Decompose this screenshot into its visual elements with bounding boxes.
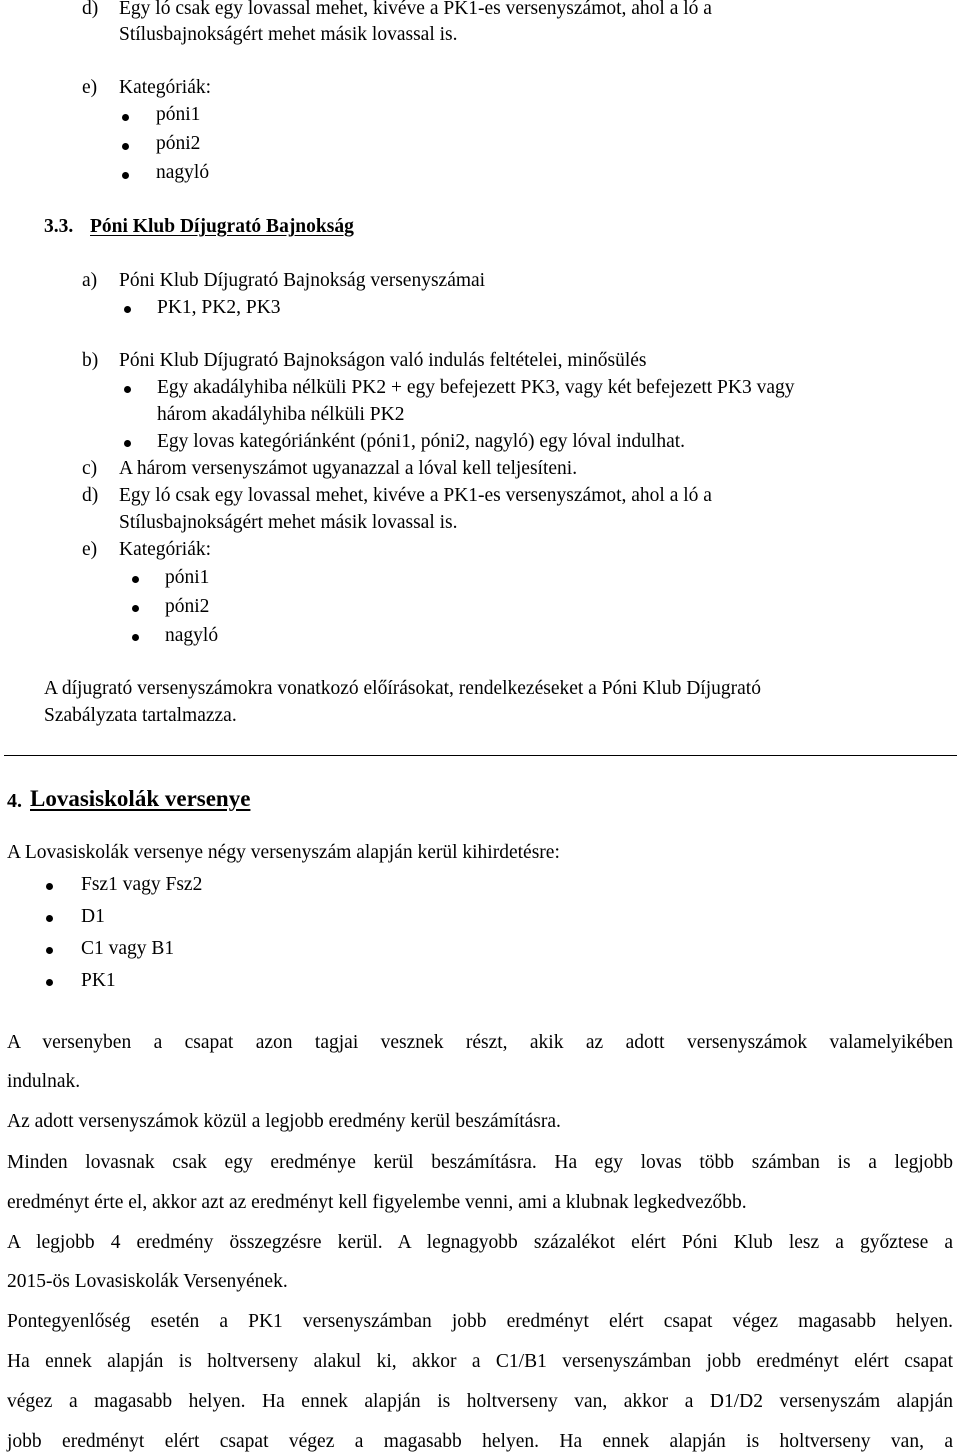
list-letter: d) <box>82 0 99 19</box>
paragraph-line: végez a magasabb helyen. Ha ennek alapján is holtverseny van, akkor a D1/D2 versenyszám alapján <box>7 1391 953 1412</box>
section-title: Póni Klub Díjugrató Bajnokság <box>90 216 354 237</box>
paragraph-line: Ha ennek alapján is holtverseny alakul ki, akkor a C1/B1 versenyszámban jobb eredményt elért csapat <box>7 1351 953 1372</box>
bullet-icon <box>46 979 53 986</box>
list-letter: d) <box>82 485 99 506</box>
list-letter: c) <box>82 458 98 479</box>
item-b-text: Póni Klub Díjugrató Bajnokságon való indulás feltételei, minősülés <box>119 350 647 371</box>
item-a-text: Póni Klub Díjugrató Bajnokság versenyszámai <box>119 270 486 291</box>
paragraph-line: A legjobb 4 eredmény összegzésre kerül. A legnagyobb százalékot elért Póni Klub lesz a győztese a <box>7 1232 953 1253</box>
bullet-icon <box>122 172 129 179</box>
item-d-line2: Stílusbajnokságért mehet másik lovassal is. <box>119 512 458 533</box>
bullet-icon <box>46 915 53 922</box>
list-item: Egy lovas kategóriánként (póni1, póni2, nagyló) egy lóval indulhat. <box>157 431 686 452</box>
paragraph: Az adott versenyszámok közül a legjobb eredmény kerül beszámításra. <box>7 1111 561 1132</box>
paragraph-line: Pontegyenlőség esetén a PK1 versenyszámban jobb eredményt elért csapat végez magasabb helyen. <box>7 1311 953 1332</box>
closing-paragraph-line: Szabályzata tartalmazza. <box>44 705 237 726</box>
paragraph-line: jobb eredményt elért csapat végez a magasabb helyen. Ha ennek alapján is holtverseny van, a <box>7 1431 953 1452</box>
section-number: 3.3. <box>44 216 74 237</box>
paragraph-line: eredményt érte el, akkor azt az eredményt kell figyelembe venni, ami a klubnak legkedvezőbb. <box>7 1192 747 1213</box>
bullet-icon <box>132 576 139 583</box>
list-item: Egy akadályhiba nélküli PK2 + egy befejezett PK3, vagy két befejezett PK3 vagy <box>157 377 795 398</box>
item-c-text: A három versenyszámot ugyanazzal a lóval kell teljesíteni. <box>119 458 578 479</box>
section-number: 4. <box>7 790 22 812</box>
list-letter: e) <box>82 539 98 560</box>
list-item: póni2 <box>165 596 210 617</box>
bullet-icon <box>124 386 131 393</box>
closing-paragraph-line: A díjugrató versenyszámokra vonatkozó előírásokat, rendelkezéseket a Póni Klub Díjugrató <box>44 678 761 699</box>
list-item: PK1, PK2, PK3 <box>157 297 281 318</box>
item-d-line1: Egy ló csak egy lovassal mehet, kivéve a PK1-es versenyszámot, ahol a ló a <box>119 0 712 19</box>
list-item: Fsz1 vagy Fsz2 <box>81 874 203 895</box>
bullet-icon <box>124 306 131 313</box>
list-item: nagyló <box>156 162 210 183</box>
paragraph-line: indulnak. <box>7 1071 81 1092</box>
list-item: PK1 <box>81 970 116 991</box>
list-letter: e) <box>82 77 98 98</box>
categories-label: Kategóriák: <box>119 77 212 98</box>
categories-label: Kategóriák: <box>119 539 212 560</box>
paragraph-line: 2015-ös Lovasiskolák Versenyének. <box>7 1271 288 1292</box>
item-d-line1: Egy ló csak egy lovassal mehet, kivéve a PK1-es versenyszámot, ahol a ló a <box>119 485 712 506</box>
bullet-icon <box>132 605 139 612</box>
section-divider <box>4 755 957 756</box>
bullet-icon <box>122 143 129 150</box>
bullet-icon <box>122 114 129 121</box>
list-item: póni1 <box>156 104 201 125</box>
list-item: póni1 <box>165 567 210 588</box>
list-letter: b) <box>82 350 99 371</box>
list-item: póni2 <box>156 133 201 154</box>
bullet-icon <box>132 634 139 641</box>
list-item: nagyló <box>165 625 219 646</box>
list-item: D1 <box>81 906 105 927</box>
list-item-continuation: három akadályhiba nélküli PK2 <box>157 404 405 425</box>
bullet-icon <box>124 440 131 447</box>
bullet-icon <box>46 947 53 954</box>
list-letter: a) <box>82 270 98 291</box>
intro-paragraph: A Lovasiskolák versenye négy versenyszám alapján kerül kihirdetésre: <box>7 842 560 863</box>
paragraph-line: A versenyben a csapat azon tagjai vesznek részt, akik az adott versenyszámok valamelyikében <box>7 1032 953 1053</box>
list-item: C1 vagy B1 <box>81 938 175 959</box>
paragraph-line: Minden lovasnak csak egy eredménye kerül beszámításra. Ha egy lovas több számban is a legjobb <box>7 1152 953 1173</box>
bullet-icon <box>46 883 53 890</box>
item-d-line2: Stílusbajnokságért mehet másik lovassal is. <box>119 24 458 45</box>
section-title: Lovasiskolák versenye <box>30 786 251 811</box>
